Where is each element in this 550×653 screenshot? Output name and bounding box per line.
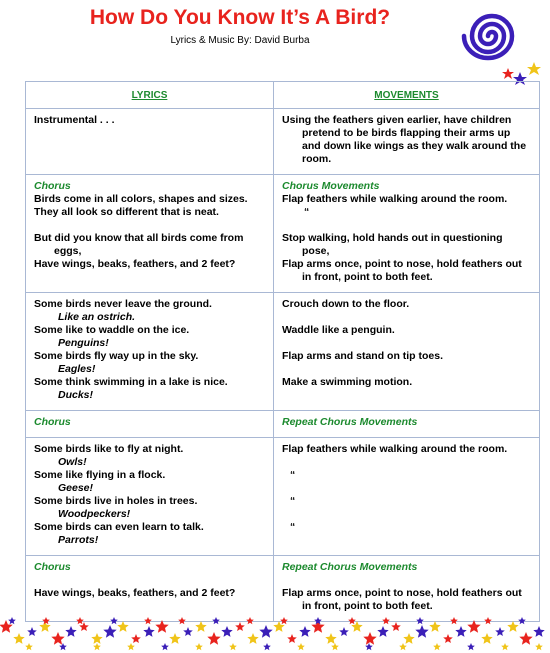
spiral-icon	[448, 2, 550, 88]
star-icon	[169, 633, 180, 644]
star-icon	[399, 643, 407, 650]
lyric-line: Some birds fly way up in the sky.	[34, 350, 199, 362]
star-icon	[299, 626, 310, 637]
lyric-line: Some like to waddle on the ice.	[34, 324, 190, 336]
lyric-line: Some birds live in holes in trees.	[34, 495, 198, 507]
star-icon	[27, 627, 37, 636]
lyric-line: Have wings, beaks, feathers, and 2 feet?	[34, 258, 236, 270]
star-icon	[79, 622, 89, 631]
star-icon	[467, 643, 475, 650]
star-icon	[280, 617, 288, 624]
answer-line: Geese!	[58, 482, 94, 494]
star-icon	[339, 627, 349, 636]
movement-line: Flap arms once, point to nose, hold feathers out in front, point to both feet.	[282, 258, 522, 283]
answer-line: Like an ostrich.	[58, 311, 136, 323]
lyrics-cell	[26, 109, 274, 175]
page-title: How Do You Know It’s A Bird?	[89, 6, 391, 29]
star-icon	[484, 617, 492, 624]
star-icon	[144, 617, 152, 624]
star-icon	[518, 617, 526, 624]
movement-line: Flap feathers while walking around the room.	[282, 443, 508, 455]
lyric-line: Some birds never leave the ground.	[34, 298, 212, 310]
star-icon	[103, 625, 116, 638]
star-icon	[415, 625, 428, 638]
ditto-mark: “	[290, 469, 296, 481]
star-icon	[429, 621, 440, 632]
lyric-line: Some think swimming in a lake is nice.	[34, 376, 228, 388]
table-row	[26, 109, 540, 175]
movements-cell	[274, 109, 540, 175]
star-icon	[247, 633, 258, 644]
lyric-line: Birds come in all colors, shapes and sizes.	[34, 193, 248, 205]
star-icon	[535, 643, 543, 650]
star-icon	[502, 68, 514, 79]
star-icon	[143, 626, 154, 637]
movement-line: Make a swimming motion.	[282, 376, 413, 388]
repeat-chorus-label: Repeat Chorus Movements	[282, 416, 418, 428]
lyrics-header: LYRICS	[26, 82, 274, 109]
chorus-label: Chorus	[34, 180, 71, 192]
star-icon	[155, 620, 168, 633]
movements-cell	[274, 438, 540, 556]
star-icon	[348, 617, 356, 624]
star-icon	[246, 617, 254, 624]
star-icon	[212, 617, 220, 624]
movement-line: Flap arms once, point to nose, hold feathers out in front, point to both feet.	[282, 587, 522, 612]
star-icon	[65, 626, 76, 637]
byline: Lyrics & Music By: David Burba	[170, 35, 310, 46]
chorus-label: Chorus	[34, 561, 71, 573]
movement-line: Waddle like a penguin.	[282, 324, 395, 336]
ditto-mark: “	[290, 521, 296, 533]
star-icon	[433, 643, 441, 650]
star-icon	[178, 617, 186, 624]
star-icon	[507, 621, 518, 632]
star-icon	[42, 617, 50, 624]
star-icon	[416, 617, 424, 624]
star-icon	[59, 643, 67, 650]
star-icon	[51, 632, 64, 645]
movements-cell	[274, 411, 540, 438]
answer-line: Parrots!	[58, 534, 99, 546]
lyrics-cell	[26, 293, 274, 411]
movement-line: Crouch down to the floor.	[282, 298, 410, 310]
table-row	[26, 438, 540, 556]
star-icon	[13, 633, 24, 644]
star-icon	[391, 622, 401, 631]
star-icon	[91, 633, 102, 644]
star-icon	[297, 643, 305, 650]
movements-cell	[274, 175, 540, 293]
star-icon	[527, 62, 541, 75]
table-row	[26, 175, 540, 293]
chorus-movements-label: Chorus Movements	[282, 180, 380, 192]
movements-cell	[274, 293, 540, 411]
lyrics-cell	[26, 438, 274, 556]
star-icon	[495, 627, 505, 636]
answer-line: Woodpeckers!	[58, 508, 131, 520]
lyric-line: Have wings, beaks, feathers, and 2 feet?	[34, 587, 236, 599]
lyric-line: Some birds like to fly at night.	[34, 443, 184, 455]
star-icon	[382, 617, 390, 624]
star-icon	[195, 621, 206, 632]
star-icon	[450, 617, 458, 624]
table-row	[26, 556, 540, 622]
repeat-chorus-label: Repeat Chorus Movements	[282, 561, 418, 573]
lyrics-cell	[26, 411, 274, 438]
movement-line: Using the feathers given earlier, have children pretend to be birds flapping their arms up and down like wings as they walk around the room.	[282, 114, 527, 165]
star-icon	[229, 643, 237, 650]
star-icon	[325, 633, 336, 644]
star-icon	[76, 617, 84, 624]
answer-line: Owls!	[58, 456, 87, 468]
star-icon	[25, 643, 33, 650]
table-header-row	[26, 82, 540, 109]
star-icon	[467, 620, 480, 633]
ditto-mark: “	[304, 206, 310, 218]
star-icon	[533, 626, 544, 637]
lyrics-table	[25, 81, 540, 622]
star-icon	[93, 643, 101, 650]
lyric-line: Some like flying in a flock.	[34, 469, 166, 481]
star-icon	[127, 643, 135, 650]
answer-line: Penguins!	[58, 337, 109, 349]
star-border	[0, 615, 550, 653]
movements-cell	[274, 556, 540, 622]
lyric-line: But did you know that all birds come from eggs,	[34, 232, 244, 257]
star-icon	[8, 617, 16, 624]
star-icon	[403, 633, 414, 644]
lyrics-cell	[26, 175, 274, 293]
lyrics-cell	[26, 556, 274, 622]
answer-line: Eagles!	[58, 363, 96, 375]
answer-line: Ducks!	[58, 389, 94, 401]
movement-line: Flap feathers while walking around the room.	[282, 193, 508, 205]
table-row	[26, 411, 540, 438]
lyric-line: Some birds can even learn to talk.	[34, 521, 204, 533]
star-icon	[110, 617, 118, 624]
star-icon	[207, 632, 220, 645]
star-icon	[195, 643, 203, 650]
lyric-line: Instrumental . . .	[34, 114, 115, 126]
star-icon	[363, 632, 376, 645]
star-icon	[377, 626, 388, 637]
movement-line: Stop walking, hold hands out in questioning pose,	[282, 232, 503, 257]
chorus-label: Chorus	[34, 416, 71, 428]
star-icon	[263, 643, 271, 650]
ditto-mark: “	[290, 495, 296, 507]
lyric-line: They all look so different that is neat.	[34, 206, 219, 218]
table-row	[26, 293, 540, 411]
star-icon	[131, 634, 141, 643]
star-icon	[287, 634, 297, 643]
star-icon	[501, 643, 509, 650]
star-icon	[183, 627, 193, 636]
star-icon	[235, 622, 245, 631]
star-icon	[331, 643, 339, 650]
star-icon	[221, 626, 232, 637]
star-icon	[455, 626, 466, 637]
movements-header: MOVEMENTS	[274, 82, 540, 109]
star-icon	[259, 625, 272, 638]
star-icon	[117, 621, 128, 632]
star-icon	[519, 632, 532, 645]
star-icon	[443, 634, 453, 643]
star-icon	[481, 633, 492, 644]
movement-line: Flap arms and stand on tip toes.	[282, 350, 444, 362]
star-icon	[161, 643, 169, 650]
